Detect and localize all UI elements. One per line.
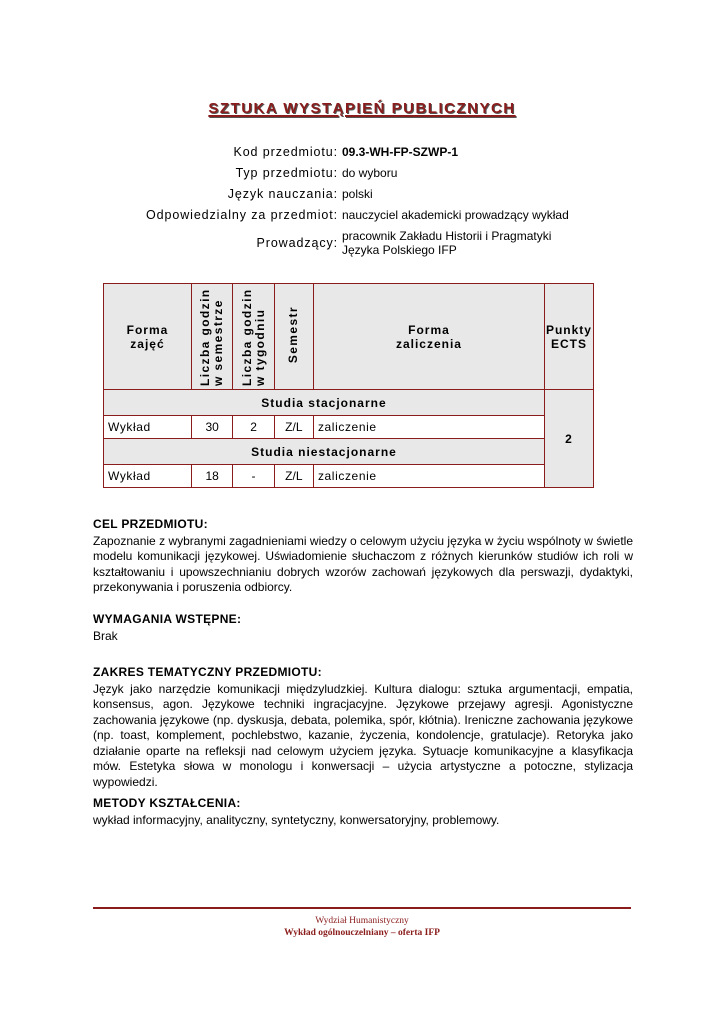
course-metadata — [0, 145, 724, 263]
cell-zaliczenie: zaliczenie — [313, 465, 544, 488]
footer-divider — [93, 907, 631, 909]
table-row — [104, 416, 594, 439]
course-table — [103, 283, 594, 488]
instructor-line-1: pracownik Zakładu Historii i Pragmatyki — [342, 229, 552, 243]
footer-line-2: Wykład ogólnouczelniany – oferta IFP — [284, 928, 440, 938]
meta-label: Odpowiedzialny za przedmiot: — [146, 208, 338, 222]
course-language: polski — [342, 187, 373, 201]
section-heading: CEL PRZEDMIOTU: — [93, 517, 208, 531]
meta-row-code — [0, 145, 724, 166]
header-semestr: Semestr — [274, 284, 313, 390]
meta-label: Kod przedmiotu: — [233, 145, 338, 159]
cell-zaliczenie: zaliczenie — [313, 416, 544, 439]
section-label: Studia niestacjonarne — [104, 439, 545, 465]
header-godzin-semestr: Liczba godzin w semestrze — [191, 284, 232, 390]
footer-line-1: Wydział Humanistyczny — [315, 916, 409, 926]
cell-godz-sem: 30 — [191, 416, 232, 439]
meta-label: Prowadzący: — [256, 236, 338, 250]
course-type: do wyboru — [342, 166, 398, 180]
section-heading: METODY KSZTAŁCENIA: — [93, 796, 241, 810]
header-godzin-tydzien: Liczba godzin w tygodniu — [233, 284, 274, 390]
section-label: Studia stacjonarne — [104, 390, 545, 416]
header-forma-zajec: Forma zajęć — [104, 284, 192, 390]
cell-forma: Wykład — [104, 465, 192, 488]
section-row-stacjonarne — [104, 390, 594, 416]
section-zakres — [93, 665, 633, 790]
meta-row-type — [0, 166, 724, 187]
course-instructor — [342, 229, 592, 257]
header-ects: Punkty ECTS — [544, 284, 593, 390]
section-heading: ZAKRES TEMATYCZNY PRZEDMIOTU: — [93, 665, 322, 679]
section-text: wykład informacyjny, analityczny, syntetyczny, konwersatoryjny, problemowy. — [93, 812, 500, 827]
header-forma-zaliczenia: Forma zaliczenia — [313, 284, 544, 390]
ects-value: 2 — [544, 390, 593, 488]
section-text: Brak — [93, 628, 118, 643]
instructor-line-2: Języka Polskiego IFP — [342, 243, 457, 257]
section-text: Język jako narzędzie komunikacji międzyludzkiej. Kultura dialogu: sztuka argumentacji, empatia, konsensus, agon. Językowe techniki ingracjacyjne. Językowe przejawy agresji. Agonistyczne zachowania językowe (np. dyskusja, debata, polemika, spór, kłótnia). Ireniczne zachowania językowe (np. toast, komplement, pochlebstwo, kazanie, życzenia, kondolencje, gratulacje). Retoryka jako działanie oparte na refleksji nad celowym użyciem języka. Sytuacje komunikacyjne a klasyfikacja mów. Estetyka słowa w monologu i konwersacji – użycia artystyczne a potoczne, stylizacja wypowiedzi. — [93, 681, 633, 789]
table-row — [104, 465, 594, 488]
meta-row-instructor — [0, 229, 724, 263]
section-text: Zapoznanie z wybranymi zagadnieniami wiedzy o celowym użyciu języka w życiu wspólnoty w świetle modelu komunikacji językowej. Uświadomienie słuchaczom z różnych kierunków studiów ich roli w kształtowaniu i upowszechnianiu dobrych wzorów zachowań językowych dla perswazji, dydaktyki, przekonywania i poruszenia odbiorcy. — [93, 533, 633, 594]
section-heading: WYMAGANIA WSTĘPNE: — [93, 612, 242, 626]
section-wymagania — [93, 612, 633, 644]
meta-label: Typ przedmiotu: — [235, 166, 338, 180]
course-responsible: nauczyciel akademicki prowadzący wykład — [342, 208, 569, 222]
section-row-niestacjonarne — [104, 439, 594, 465]
document-title: SZTUKA WYSTĄPIEŃ PUBLICZNYCH — [208, 100, 516, 117]
cell-forma: Wykład — [104, 416, 192, 439]
meta-label: Język nauczania: — [227, 187, 338, 201]
cell-godz-tyg: 2 — [233, 416, 274, 439]
table-header-row — [104, 284, 594, 390]
course-code: 09.3-WH-FP-SZWP-1 — [342, 145, 459, 159]
meta-row-responsible — [0, 208, 724, 229]
section-cel — [93, 517, 633, 596]
cell-semestr: Z/L — [274, 465, 313, 488]
meta-row-language — [0, 187, 724, 208]
cell-godz-sem: 18 — [191, 465, 232, 488]
cell-godz-tyg: - — [233, 465, 274, 488]
section-metody — [93, 796, 633, 828]
cell-semestr: Z/L — [274, 416, 313, 439]
page-footer — [0, 915, 724, 939]
